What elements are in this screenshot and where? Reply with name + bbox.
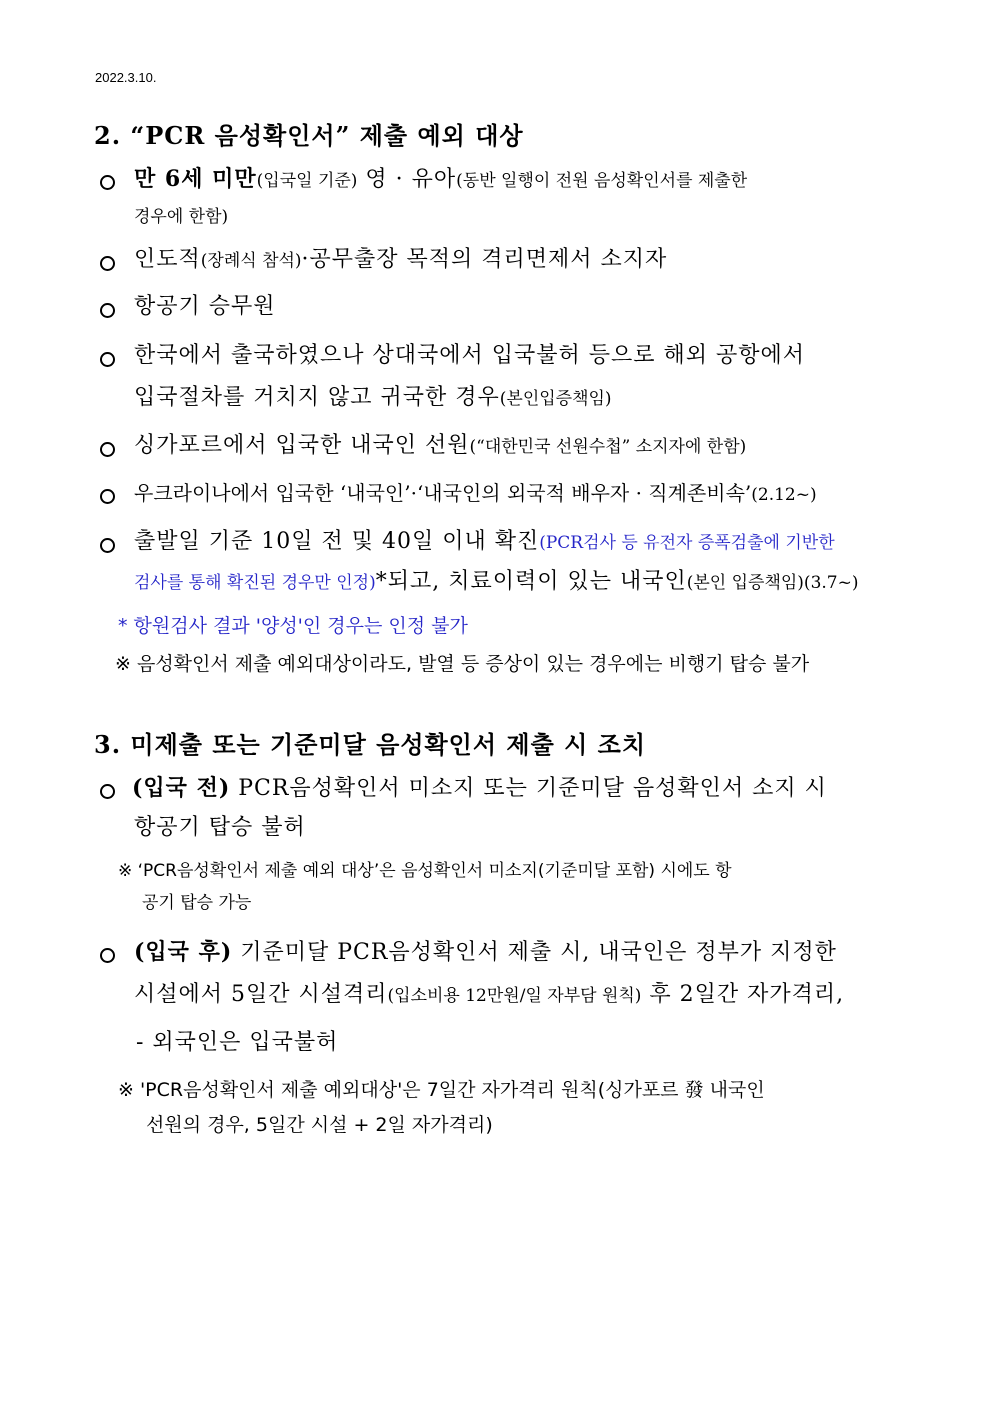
list-item-continuation: 시설에서 5일간 시설격리(입소비용 12만원/일 자부담 원칙) 후 2일간 자가격리, bbox=[134, 982, 845, 1007]
list-item-continuation: 검사를 통해 확진된 경우만 인정)*되고, 치료이력이 있는 내국인(본인 입증책임)(3.7~) bbox=[134, 569, 859, 594]
section-2-title: 2. “PCR 음성확인서” 제출 예외 대상 bbox=[94, 121, 524, 150]
note-symptoms: ※ 음성확인서 제출 예외대상이라도, 발열 등 증상이 있는 경우에는 비행기 탑승 불가 bbox=[115, 653, 810, 675]
section-3-title: 3. 미제출 또는 기준미달 음성확인서 제출 시 조치 bbox=[94, 730, 647, 759]
list-item: 만 6세 미만(입국일 기준) 영 · 유아(동반 일행이 전원 음성확인서를 제출한 bbox=[134, 166, 748, 192]
bullet-circle-icon bbox=[100, 948, 115, 963]
list-item: 우크라이나에서 입국한 ‘내국인’·‘내국인의 외국적 배우자 · 직계존비속’(2.12~) bbox=[134, 481, 817, 505]
list-item-continuation: 경우에 한함) bbox=[134, 207, 229, 227]
note-continuation: 선원의 경우, 5일간 시설 + 2일 자가격리) bbox=[146, 1114, 493, 1136]
list-item: 싱가포르에서 입국한 내국인 선원(“대한민국 선원수첩” 소지자에 한함) bbox=[134, 433, 747, 458]
note-exception-boarding: ※ ‘PCR음성확인서 제출 예외 대상’은 음성확인서 미소지(기준미달 포함) 시에도 항 bbox=[118, 861, 732, 881]
bullet-circle-icon bbox=[100, 442, 115, 457]
list-item-continuation: 항공기 탑승 불허 bbox=[134, 815, 306, 840]
list-item: 항공기 승무원 bbox=[134, 294, 276, 319]
list-item: 인도적(장례식 참석)·공무출장 목적의 격리면제서 소지자 bbox=[134, 247, 668, 272]
list-item-continuation: 입국절차를 거치지 않고 귀국한 경우(본인입증책임) bbox=[134, 385, 612, 410]
bullet-circle-icon bbox=[100, 256, 115, 271]
list-item: 출발일 기준 10일 전 및 40일 이내 확진(PCR검사 등 유전자 증폭검출에 기반한 bbox=[134, 529, 835, 554]
footnote-antigen: * 항원검사 결과 '양성'인 경우는 인정 불가 bbox=[118, 615, 468, 637]
note-self-quarantine: ※ 'PCR음성확인서 제출 예외대상'은 7일간 자가격리 원칙(싱가포르 發 내국인 bbox=[118, 1079, 765, 1101]
document-date: 2022.3.10. bbox=[95, 70, 157, 85]
bullet-circle-icon bbox=[100, 489, 115, 504]
bullet-circle-icon bbox=[100, 303, 115, 318]
bullet-circle-icon bbox=[100, 538, 115, 553]
list-item-after-entry: (입국 후) 기준미달 PCR음성확인서 제출 시, 내국인은 정부가 지정한 bbox=[134, 939, 837, 965]
list-item-before-entry: (입국 전) PCR음성확인서 미소지 또는 기준미달 음성확인서 소지 시 bbox=[132, 775, 827, 801]
sub-item-foreigners: - 외국인은 입국불허 bbox=[136, 1030, 339, 1055]
bullet-circle-icon bbox=[100, 175, 115, 190]
note-continuation: 공기 탑승 가능 bbox=[142, 893, 252, 913]
bullet-circle-icon bbox=[100, 352, 115, 367]
list-item: 한국에서 출국하였으나 상대국에서 입국불허 등으로 해외 공항에서 bbox=[134, 343, 806, 368]
bullet-circle-icon bbox=[100, 784, 115, 799]
